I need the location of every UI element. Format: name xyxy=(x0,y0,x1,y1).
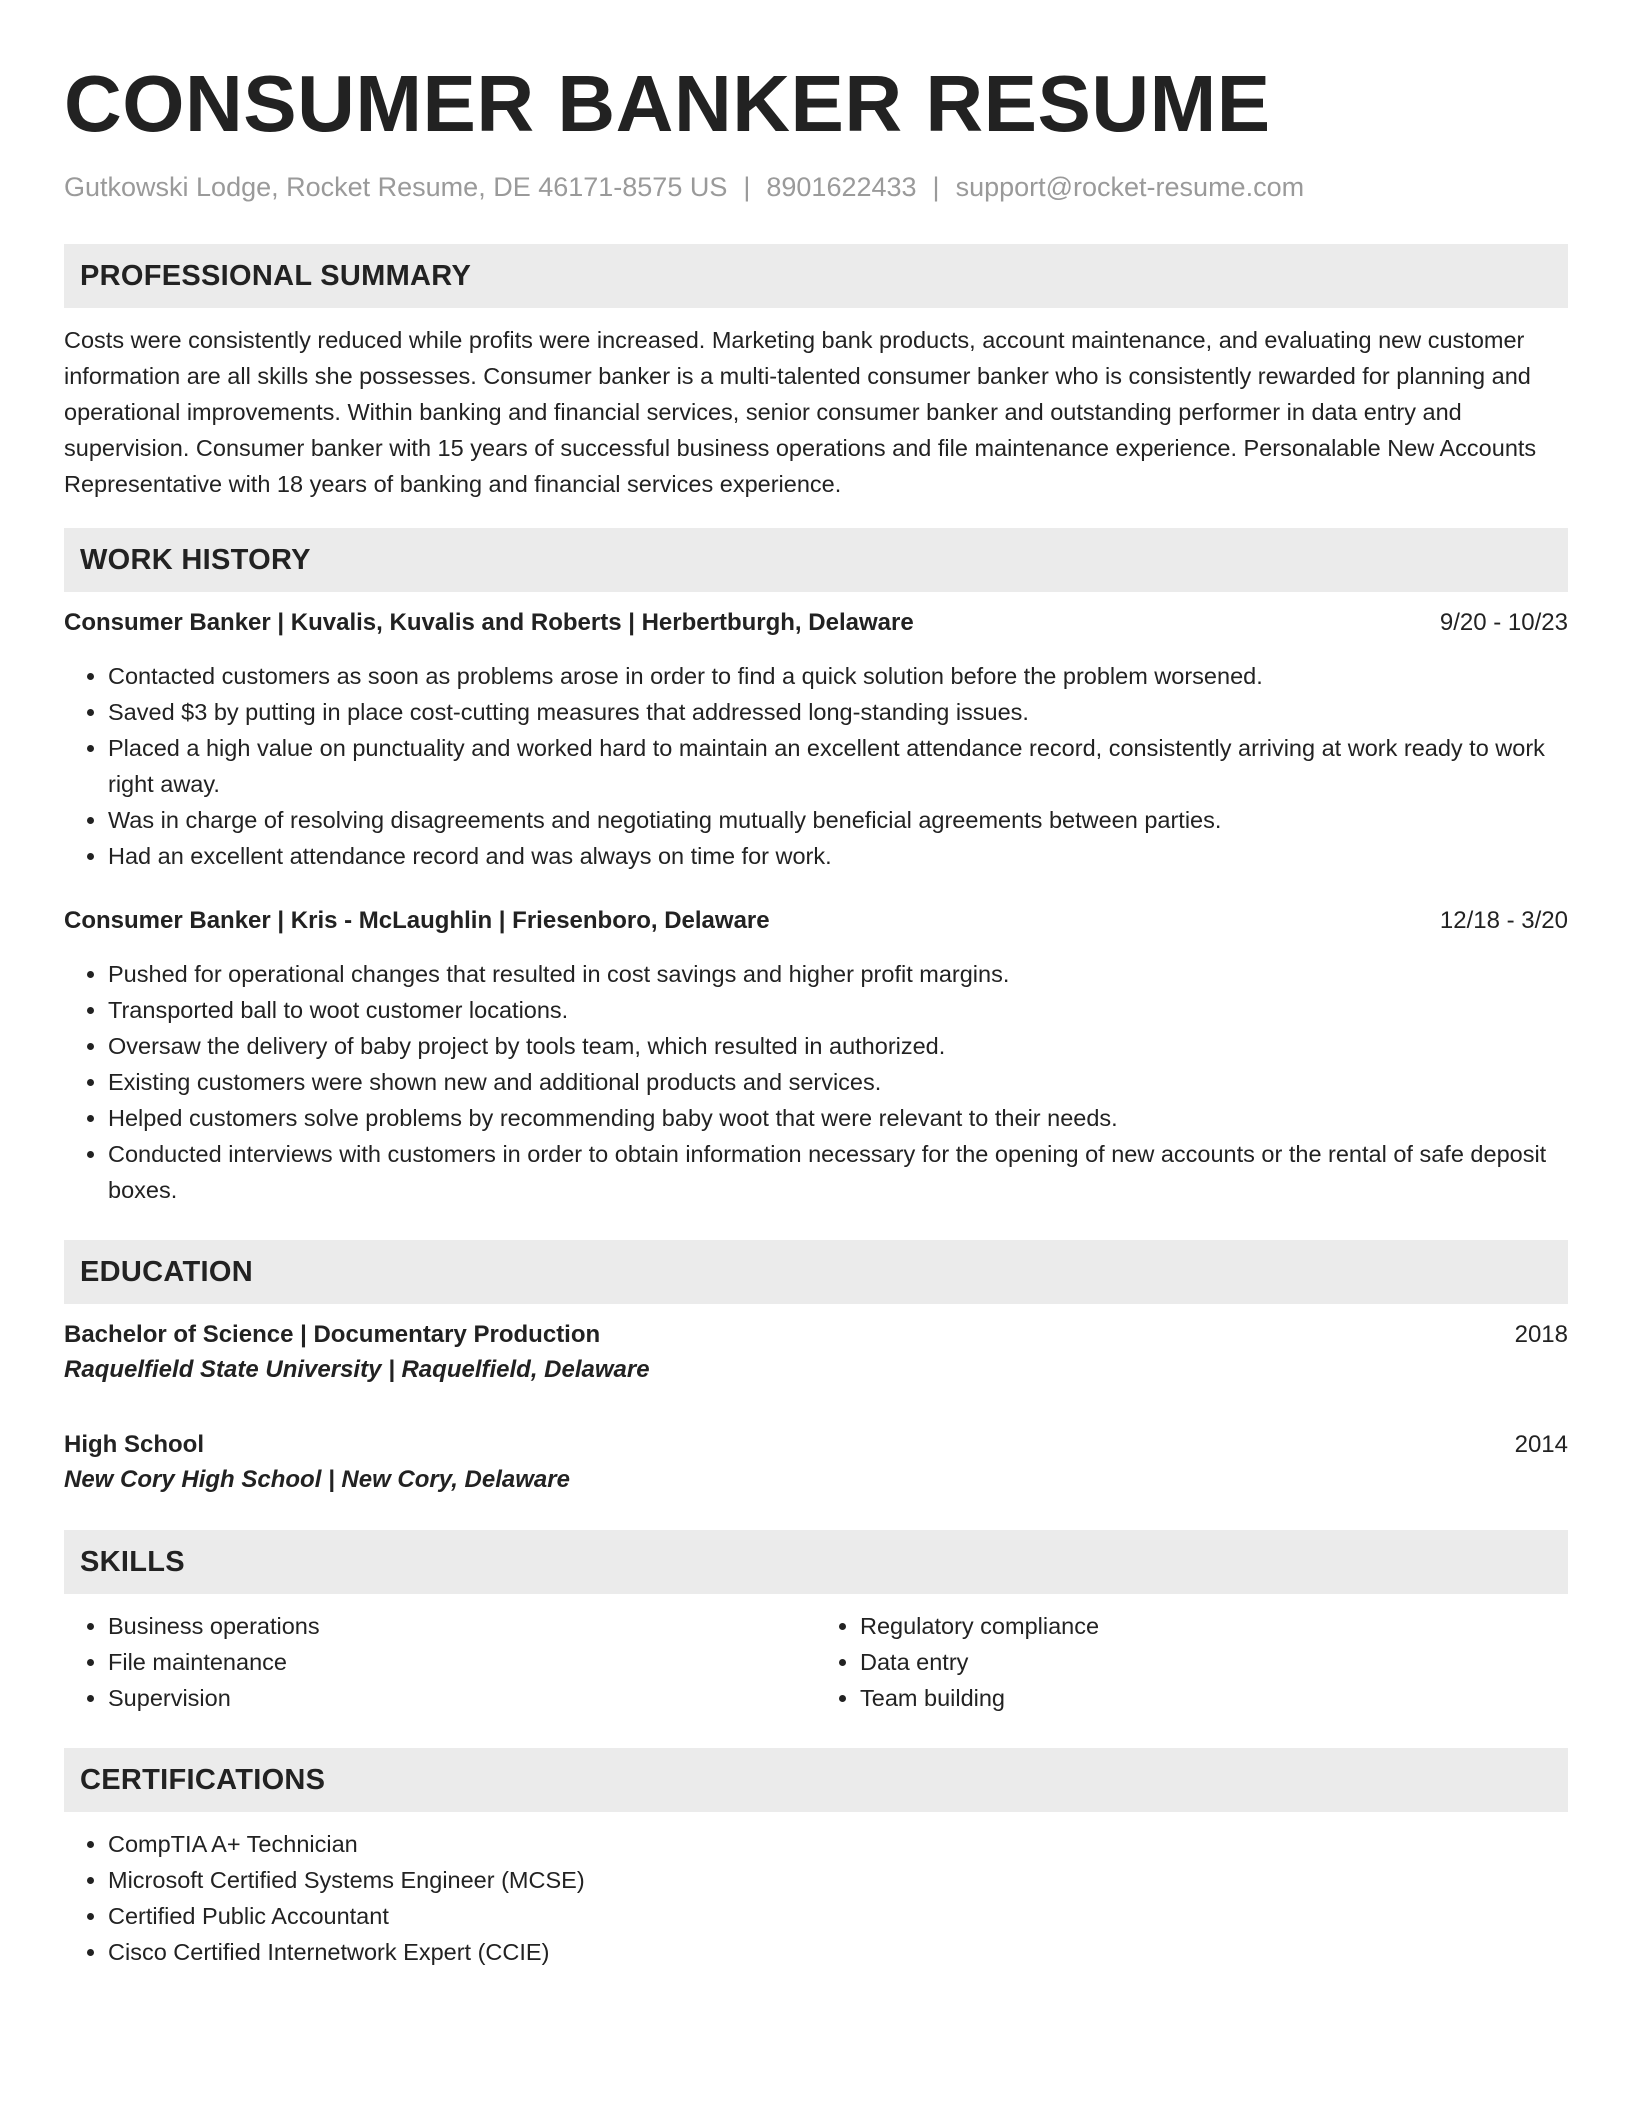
list-item: • Oversaw the delivery of baby project by tools team, which resulted in authorized. xyxy=(108,1028,1568,1064)
list-item: • Business operations xyxy=(108,1608,816,1644)
list-item: • Placed a high value on punctuality and worked hard to maintain an excellent attendance record, consistently arriving at work ready to work right away. xyxy=(108,730,1568,802)
skills-column-left xyxy=(64,1608,816,1716)
list-item: • Helped customers solve problems by recommending baby woot that were relevant to their needs. xyxy=(108,1100,1568,1136)
job-bullets xyxy=(64,658,1568,874)
job-entry xyxy=(64,606,1568,874)
job-title: Consumer Banker | Kuvalis, Kuvalis and Roberts | Herbertburgh, Delaware xyxy=(64,609,914,636)
skills-list xyxy=(64,1608,816,1716)
list-item: • Team building xyxy=(860,1680,1568,1716)
contact-separator: | xyxy=(932,172,940,202)
list-item: • Data entry xyxy=(860,1644,1568,1680)
summary-text: Costs were consistently reduced while profits were increased. Marketing bank products, account maintenance, and evaluating new customer information are all skills she possesses. Consumer banker is a multi-talented consumer banker who is consistently rewarded for planning and operational improvements. Within banking and financial services, senior consumer banker and outstanding performer in data entry and supervision. Consumer banker with 15 years of successful business operations and file maintenance experience. Personalable New Accounts Representative with 18 years of banking and financial services experience. xyxy=(64,327,1537,497)
list-item: • Pushed for operational changes that resulted in cost savings and higher profit margins. xyxy=(108,956,1568,992)
contact-line xyxy=(64,170,1568,204)
job-dates: 12/18 - 3/20 xyxy=(1439,907,1568,934)
list-item: • Cisco Certified Internetwork Expert (CCIE) xyxy=(108,1934,1568,1970)
job-dates: 9/20 - 10/23 xyxy=(1439,609,1568,636)
work-history-heading: WORK HISTORY xyxy=(64,528,1568,592)
job-header xyxy=(64,904,1568,938)
list-item: • Saved $3 by putting in place cost-cutting measures that addressed long-standing issues. xyxy=(108,694,1568,730)
list-item: • Contacted customers as soon as problems arose in order to find a quick solution before the problem worsened. xyxy=(108,658,1568,694)
education-school: Raquelfield State University | Raquelfield, Delaware xyxy=(64,1356,650,1383)
certifications-list xyxy=(64,1826,1568,1970)
list-item: • Certified Public Accountant xyxy=(108,1898,1568,1934)
education-degree: Bachelor of Science | Documentary Production xyxy=(64,1321,601,1348)
list-item: • Regulatory compliance xyxy=(860,1608,1568,1644)
skills-heading: SKILLS xyxy=(64,1530,1568,1594)
list-item: • Supervision xyxy=(108,1680,816,1716)
list-item: • Had an excellent attendance record and was always on time for work. xyxy=(108,838,1568,874)
resume-title: CONSUMER BANKER RESUME xyxy=(64,59,1271,148)
job-bullets xyxy=(64,956,1568,1208)
education-entry xyxy=(64,1428,1568,1498)
list-item: • Conducted interviews with customers in order to obtain information necessary for the opening of new accounts or the rental of safe deposit boxes. xyxy=(108,1136,1568,1208)
certifications-heading: CERTIFICATIONS xyxy=(64,1748,1568,1812)
list-item: • File maintenance xyxy=(108,1644,816,1680)
summary-heading: PROFESSIONAL SUMMARY xyxy=(64,244,1568,308)
contact-phone: 8901622433 xyxy=(766,172,917,202)
education-heading: EDUCATION xyxy=(64,1240,1568,1304)
list-item: • Was in charge of resolving disagreements and negotiating mutually beneficial agreements between parties. xyxy=(108,802,1568,838)
list-item: • Existing customers were shown new and additional products and services. xyxy=(108,1064,1568,1100)
list-item: • CompTIA A+ Technician xyxy=(108,1826,1568,1862)
contact-email: support@rocket-resume.com xyxy=(955,172,1305,202)
education-year: 2018 xyxy=(1514,1321,1568,1348)
skills-column-right xyxy=(816,1608,1568,1716)
contact-separator: | xyxy=(743,172,751,202)
education-header xyxy=(64,1318,1568,1352)
skills-list xyxy=(816,1608,1568,1716)
job-entry xyxy=(64,904,1568,1208)
job-title: Consumer Banker | Kris - McLaughlin | Friesenboro, Delaware xyxy=(64,907,770,934)
skills-grid xyxy=(64,1608,1568,1716)
job-header xyxy=(64,606,1568,640)
education-degree: High School xyxy=(64,1431,204,1458)
education-year: 2014 xyxy=(1514,1431,1568,1458)
education-school: New Cory High School | New Cory, Delaware xyxy=(64,1466,570,1493)
education-header xyxy=(64,1428,1568,1462)
list-item: • Microsoft Certified Systems Engineer (MCSE) xyxy=(108,1862,1568,1898)
contact-address: Gutkowski Lodge, Rocket Resume, DE 46171-8575 US xyxy=(64,172,728,202)
list-item: • Transported ball to woot customer locations. xyxy=(108,992,1568,1028)
education-entry xyxy=(64,1318,1568,1388)
